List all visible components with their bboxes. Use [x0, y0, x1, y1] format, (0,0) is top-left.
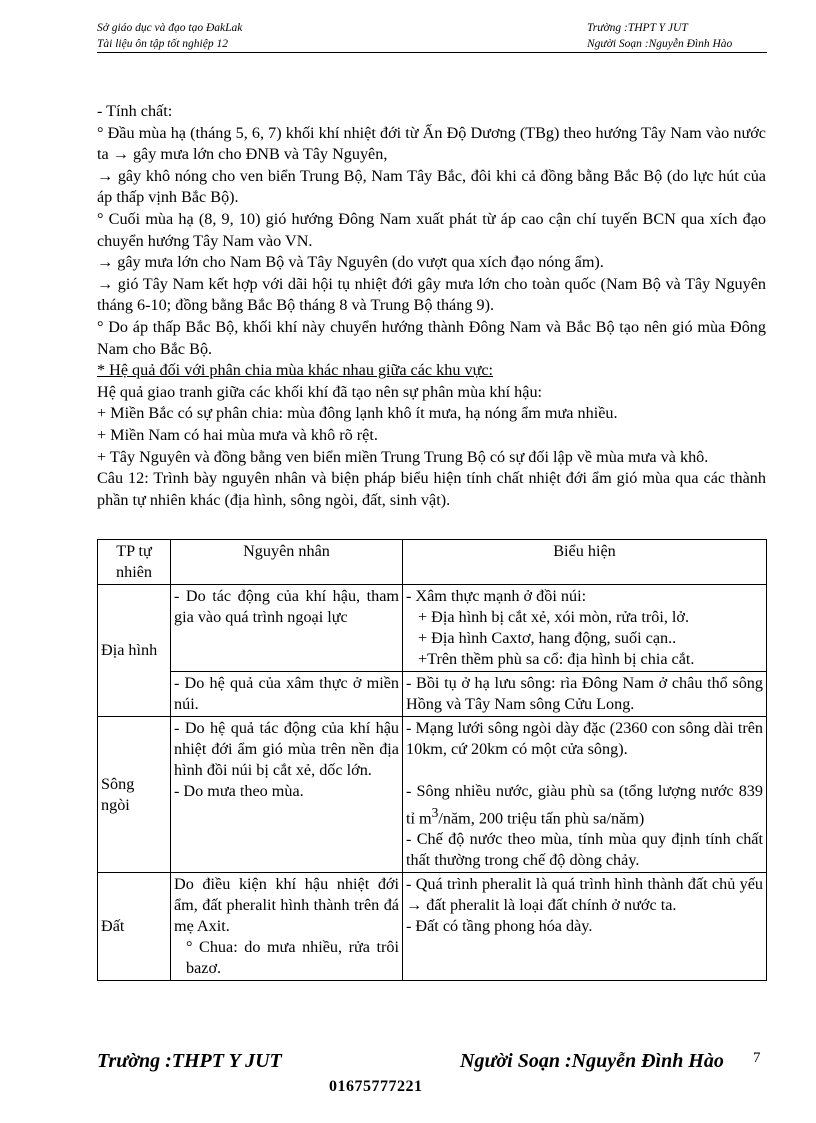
row-label-song-ngoi: Sông ngòi: [98, 717, 171, 873]
paragraph: Hệ quả giao tranh giữa các khối khí đã tạo nên sự phân mùa khí hậu:: [97, 382, 543, 401]
header-left: [97, 20, 242, 52]
effect-cell: [403, 873, 767, 981]
paragraph: ° Cuối mùa hạ (8, 9, 10) gió hướng Đông Nam xuất phát từ áp cao cận chí tuyến BCN qua xích đạo chuyển hướng Tây Nam vào VN.: [97, 209, 766, 250]
question-12: Câu 12: Trình bày nguyên nhân và biện pháp biểu hiện tính chất nhiệt đới ẩm gió mùa qua các thành phần tự nhiên khác (địa hình, sông ngòi, đất, sinh vật).: [97, 469, 766, 509]
table-row: [98, 717, 767, 873]
effect-text: /năm, 200 triệu tấn phù sa/năm): [438, 809, 645, 828]
paragraph: ° Đầu mùa hạ (tháng 5, 6, 7) khối khí nhiệt đới từ Ấn Độ Dương (TBg) theo hướng Tây Nam vào nước ta → gây mưa lớn cho ĐNB và Tây Nguyên,: [97, 123, 766, 164]
paragraph: → gió Tây Nam kết hợp với dãi hội tụ nhiệt đới gây mưa lớn cho toàn quốc (Nam Bộ và Tây Nguyên tháng 6-10; đồng bằng Bắc Bộ tháng 8 và Trung Bộ tháng 9).: [97, 274, 766, 315]
row-label-dat: Đất: [98, 873, 171, 981]
superscript: 3: [431, 805, 439, 820]
effect-cell: [403, 717, 767, 873]
spacer: [406, 760, 763, 781]
table-row: [98, 585, 767, 672]
cause-line: - Do mưa theo mùa.: [174, 782, 304, 800]
cause-line: - Do hệ quả tác động của khí hậu nhiệt đới ẩm gió mùa trên nền địa hình đồi núi bị cắt xẻ, dốc lớn.: [174, 719, 399, 779]
paragraph: - Tính chất:: [97, 102, 173, 120]
effect-cell: [403, 585, 767, 672]
cause-line: Do điều kiện khí hậu nhiệt đới ẩm, đất pheralit hình thành trên đá mẹ Axit.: [174, 875, 399, 936]
paragraph: + Tây Nguyên và đồng bằng ven biển miền Trung Trung Bộ có sự đối lập về mùa mưa và khô.: [97, 447, 709, 466]
table-row: [98, 873, 767, 981]
header-school: Trường :THPT Y JUT: [587, 22, 688, 34]
cause-cell: - Do tác động của khí hậu, tham gia vào quá trình ngoại lực: [171, 585, 403, 672]
page-number: 7: [753, 1050, 761, 1066]
header-divider: [97, 52, 767, 53]
header-right: [587, 20, 732, 52]
paragraph: ° Do áp thấp Bắc Bộ, khối khí này chuyển hướng thành Đông Nam và Bắc Bộ tạo nên gió mùa Đông Nam cho Bắc Bộ.: [97, 317, 766, 358]
effect-text: - Sông nhiều nước, giàu phù sa (tổng lượng nước 839 tỉ m: [406, 782, 763, 828]
effect-line: + Địa hình Caxtơ, hang động, suối cạn..: [418, 629, 677, 647]
effect-line: - Chế độ nước theo mùa, tính mùa quy định tính chất thất thường trong chế độ dòng chảy.: [406, 830, 763, 870]
cause-cell: [171, 873, 403, 981]
column-header: Biểu hiện: [403, 540, 767, 585]
header-author: Người Soạn :Nguyễn Đình Hào: [587, 38, 733, 50]
paragraph: + Miền Nam có hai mùa mưa và khô rõ rệt.: [97, 425, 378, 444]
effect-line: - Mạng lưới sông ngòi dày đặc (2360 con sông dài trên 10km, cứ 20km có một cửa sông).: [406, 719, 763, 758]
section-heading: * Hệ quả đối với phân chia mùa khác nhau giữa các khu vực:: [97, 361, 494, 380]
column-header: Nguyên nhân: [171, 540, 403, 585]
effect-line: [406, 781, 763, 829]
table-row: [98, 672, 767, 717]
effect-line: - Đất có tầng phong hóa dày.: [406, 917, 593, 936]
cause-cell: - Do hệ quả của xâm thực ở miền núi.: [171, 672, 403, 717]
header-doc-title: Tài liệu ôn tập tốt nghiệp 12: [97, 38, 228, 50]
effect-line: + Địa hình bị cắt xẻ, xói mòn, rửa trôi, lở.: [418, 608, 690, 626]
cause-cell: [171, 717, 403, 873]
column-header: TP tự nhiên: [98, 540, 171, 585]
natural-components-table: [97, 539, 767, 981]
document-body: [97, 101, 766, 511]
paragraph: → gây mưa lớn cho Nam Bộ và Tây Nguyên (do vượt qua xích đạo nóng ẩm).: [97, 253, 604, 272]
header-department: Sở giáo dục và đạo tạo ĐakLak: [97, 22, 243, 34]
footer-phone: 01675777221: [329, 1078, 423, 1095]
effect-cell: - Bồi tụ ở hạ lưu sông: rìa Đông Nam ở châu thổ sông Hồng và Tây Nam sông Cửu Long.: [403, 672, 767, 717]
cause-line: ° Chua: do mưa nhiều, rửa trôi bazơ.: [186, 938, 399, 978]
row-label-dia-hinh: Địa hình: [98, 585, 171, 717]
effect-line: +Trên thềm phù sa cổ: địa hình bị chia cắt.: [418, 650, 695, 668]
paragraph: + Miền Bắc có sự phân chia: mùa đông lạnh khô ít mưa, hạ nóng ẩm mưa nhiều.: [97, 404, 618, 423]
effect-line: - Quá trình pheralit là quá trình hình thành đất chủ yếu → đất pheralit là loại đất chính ở nước ta.: [406, 875, 763, 915]
paragraph: → gây khô nóng cho ven biển Trung Bộ, Nam Tây Bắc, đôi khi cả đồng bằng Bắc Bộ (do lực hút của áp thấp vịnh Bắc Bộ).: [97, 166, 766, 207]
footer-school: Trường :THPT Y JUT: [97, 1050, 282, 1072]
footer-author: Người Soạn :Nguyễn Đình Hào: [460, 1050, 724, 1072]
effect-line: - Xâm thực mạnh ở đồi núi:: [406, 587, 587, 605]
table-header-row: [98, 540, 767, 585]
